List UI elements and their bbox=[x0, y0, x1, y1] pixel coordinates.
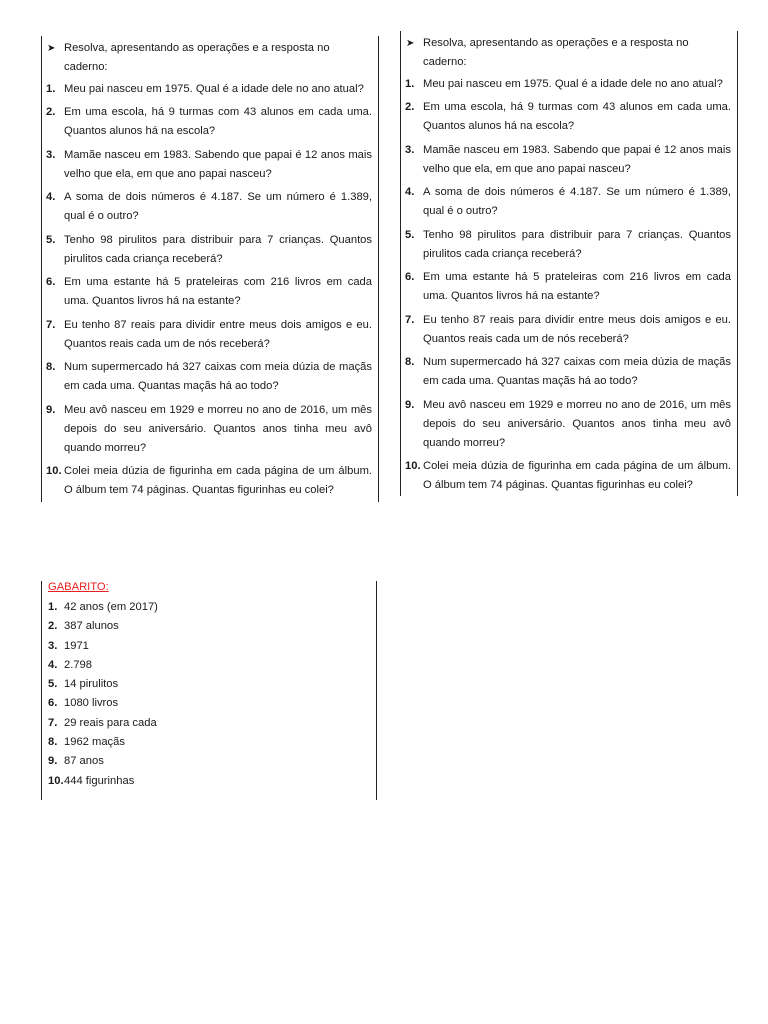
answer-item bbox=[42, 677, 376, 691]
answer-key bbox=[41, 581, 377, 800]
question-number: 6. bbox=[405, 271, 415, 284]
question-text: Tenho 98 pirulitos para distribuir para 7 crianças. Quantos pirulitos cada criança receberá? bbox=[423, 228, 731, 260]
question-item bbox=[401, 396, 737, 453]
answer-text: 14 pirulitos bbox=[64, 678, 119, 691]
answer-item bbox=[42, 754, 376, 768]
question-text: Eu tenho 87 reais para dividir entre meus dois amigos e eu. Quantos reais cada um de nós receberá? bbox=[423, 313, 731, 345]
question-number: 3. bbox=[405, 143, 415, 156]
question-item bbox=[42, 401, 378, 458]
question-number: 7. bbox=[46, 318, 56, 331]
answer-number: 3. bbox=[48, 639, 58, 652]
instructions bbox=[401, 34, 737, 72]
question-number: 1. bbox=[46, 83, 56, 95]
question-item bbox=[401, 268, 737, 306]
question-text: Meu avô nasceu em 1929 e morreu no ano de 2016, um mês depois do seu aniversário. Quantos anos tinha meu avô quando morreu? bbox=[423, 398, 731, 449]
question-item bbox=[42, 316, 378, 354]
question-text: Em uma estante há 5 prateleiras com 216 livros em cada uma. Quantos livros há na estante? bbox=[423, 271, 731, 303]
answer-number: 8. bbox=[48, 736, 58, 749]
question-text: Mamãe nasceu em 1983. Sabendo que papai é 12 anos mais velho que ela, em que ano papai nasceu? bbox=[423, 143, 731, 175]
question-number: 3. bbox=[46, 148, 56, 161]
question-text: Em uma escola, há 9 turmas com 43 alunos em cada uma. Quantos alunos há na escola? bbox=[423, 101, 731, 133]
answer-item bbox=[42, 774, 376, 788]
question-number: 4. bbox=[46, 191, 56, 204]
question-item bbox=[42, 188, 378, 226]
question-item bbox=[401, 457, 737, 495]
question-text: Em uma estante há 5 prateleiras com 216 livros em cada uma. Quantos livros há na estante? bbox=[64, 276, 372, 308]
answer-text: 387 alunos bbox=[64, 620, 119, 633]
answer-number: 7. bbox=[48, 716, 58, 729]
question-text: A soma de dois números é 4.187. Se um número é 1.389, qual é o outro? bbox=[423, 186, 731, 218]
answer-text: 1962 maçãs bbox=[64, 736, 125, 749]
question-list bbox=[42, 80, 378, 501]
question-item bbox=[42, 358, 378, 396]
question-item bbox=[42, 273, 378, 311]
question-number: 2. bbox=[46, 106, 56, 119]
question-number: 8. bbox=[46, 361, 56, 374]
answer-item bbox=[42, 639, 376, 653]
answer-number: 9. bbox=[48, 755, 58, 768]
question-text: Num supermercado há 327 caixas com meia dúzia de maçãs em cada uma. Quantas maçãs há ao todo? bbox=[64, 361, 372, 393]
question-text: Mamãe nasceu em 1983. Sabendo que papai é 12 anos mais velho que ela, em que ano papai nasceu? bbox=[64, 148, 372, 180]
question-text: Meu pai nasceu em 1975. Qual é a idade dele no ano atual? bbox=[423, 78, 723, 90]
instructions-text: Resolva, apresentando as operações e a resposta no caderno: bbox=[423, 37, 689, 68]
question-text: Meu pai nasceu em 1975. Qual é a idade dele no ano atual? bbox=[64, 83, 364, 95]
question-number: 9. bbox=[405, 398, 415, 411]
question-number: 2. bbox=[405, 101, 415, 114]
question-item bbox=[42, 146, 378, 184]
question-item bbox=[401, 311, 737, 349]
question-number: 10. bbox=[46, 465, 62, 478]
instructions bbox=[42, 39, 378, 77]
question-item bbox=[42, 462, 378, 500]
question-item bbox=[401, 75, 737, 94]
answer-number: 5. bbox=[48, 678, 58, 691]
answer-item bbox=[42, 600, 376, 614]
question-item bbox=[42, 231, 378, 269]
question-item bbox=[401, 183, 737, 221]
arrowhead-bullet-icon: ➤ bbox=[406, 38, 415, 49]
question-number: 6. bbox=[46, 276, 56, 289]
question-number: 10. bbox=[405, 460, 421, 473]
question-text: A soma de dois números é 4.187. Se um número é 1.389, qual é o outro? bbox=[64, 191, 372, 223]
answer-item bbox=[42, 716, 376, 730]
question-number: 5. bbox=[405, 228, 415, 241]
question-text: Colei meia dúzia de figurinha em cada página de um álbum. O álbum tem 74 páginas. Quantas figurinhas eu colei? bbox=[64, 465, 372, 497]
answer-item bbox=[42, 696, 376, 710]
question-number: 7. bbox=[405, 313, 415, 326]
answer-text: 2.798 bbox=[64, 658, 92, 671]
question-number: 5. bbox=[46, 233, 56, 246]
answer-key-title: GABARITO: bbox=[48, 581, 109, 593]
question-item bbox=[42, 80, 378, 99]
question-text: Tenho 98 pirulitos para distribuir para 7 crianças. Quantos pirulitos cada criança receberá? bbox=[64, 233, 372, 265]
answer-text: 29 reais para cada bbox=[64, 716, 157, 729]
question-number: 4. bbox=[405, 186, 415, 199]
answer-text: 87 anos bbox=[64, 755, 104, 768]
question-item bbox=[42, 103, 378, 141]
answer-text: 444 figurinhas bbox=[64, 774, 135, 787]
question-item bbox=[401, 141, 737, 179]
answer-number: 4. bbox=[48, 658, 58, 671]
answer-text: 1971 bbox=[64, 639, 89, 652]
question-item bbox=[401, 226, 737, 264]
exercise-sheet-right bbox=[400, 31, 738, 496]
answer-text: 42 anos (em 2017) bbox=[64, 601, 158, 613]
question-number: 9. bbox=[46, 403, 56, 416]
answer-text: 1080 livros bbox=[64, 697, 119, 710]
answer-number: 2. bbox=[48, 620, 58, 633]
question-text: Eu tenho 87 reais para dividir entre meus dois amigos e eu. Quantos reais cada um de nós receberá? bbox=[64, 318, 372, 350]
answer-number: 6. bbox=[48, 697, 58, 710]
question-text: Em uma escola, há 9 turmas com 43 alunos em cada uma. Quantos alunos há na escola? bbox=[64, 106, 372, 138]
question-text: Meu avô nasceu em 1929 e morreu no ano de 2016, um mês depois do seu aniversário. Quantos anos tinha meu avô quando morreu? bbox=[64, 403, 372, 454]
answer-number: 1. bbox=[48, 601, 58, 613]
question-item bbox=[401, 353, 737, 391]
arrowhead-bullet-icon: ➤ bbox=[47, 43, 56, 54]
question-number: 1. bbox=[405, 78, 415, 90]
answer-list bbox=[42, 600, 376, 788]
answer-item bbox=[42, 735, 376, 749]
answer-item bbox=[42, 619, 376, 633]
exercise-sheet-left bbox=[41, 36, 379, 502]
answer-number: 10. bbox=[48, 774, 64, 787]
question-item bbox=[401, 98, 737, 136]
question-text: Colei meia dúzia de figurinha em cada página de um álbum. O álbum tem 74 páginas. Quantas figurinhas eu colei? bbox=[423, 460, 731, 492]
instructions-text: Resolva, apresentando as operações e a resposta no caderno: bbox=[64, 42, 330, 73]
answer-item bbox=[42, 658, 376, 672]
question-list bbox=[401, 75, 737, 496]
question-text: Num supermercado há 327 caixas com meia dúzia de maçãs em cada uma. Quantas maçãs há ao todo? bbox=[423, 356, 731, 388]
question-number: 8. bbox=[405, 356, 415, 369]
